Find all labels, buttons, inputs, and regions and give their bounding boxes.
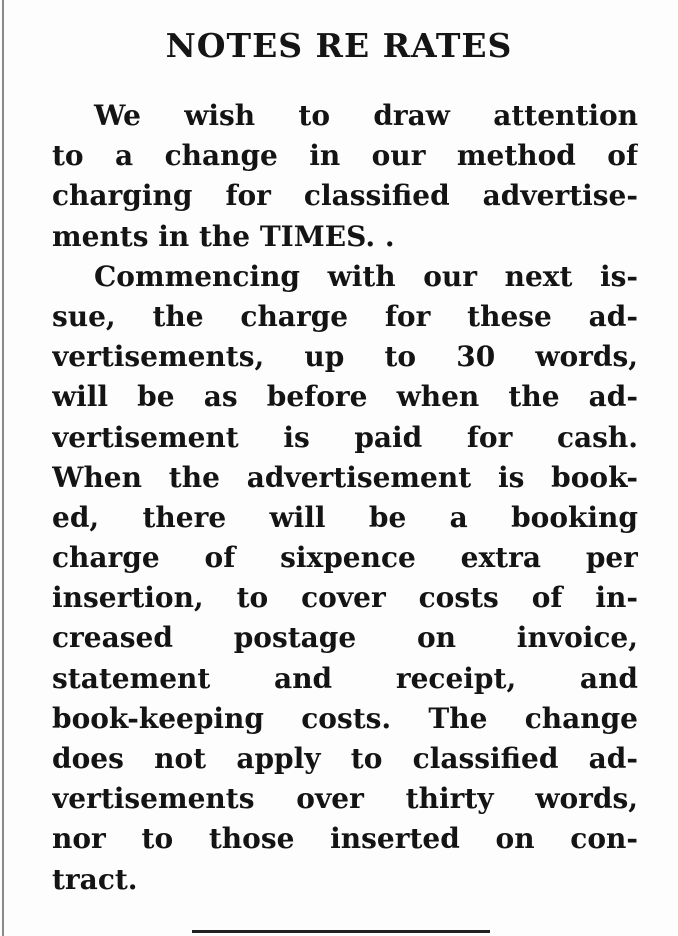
text-line: statement and receipt, and	[52, 661, 638, 695]
text-line: vertisement is paid for cash.	[52, 420, 638, 454]
text-line: charge of sixpence extra per	[52, 541, 638, 575]
text-line: does not apply to classified ad-	[52, 742, 638, 775]
text-line: book-keeping costs. The change	[52, 701, 638, 735]
text-line: When the advertisement is book-	[52, 460, 638, 494]
text-line: Commencing with our next is-	[94, 259, 638, 293]
headline: NOTES RE RATES	[165, 26, 513, 65]
text-line: vertisements over thirty words,	[52, 782, 638, 816]
text-line: ed, there will be a booking	[52, 500, 638, 534]
text-line: We wish to draw attention	[94, 99, 638, 132]
text-line: insertion, to cover costs of in-	[52, 581, 638, 615]
paragraph-1	[52, 96, 638, 257]
text-line: ments in the TIMES. .	[52, 219, 395, 253]
text-line: creased postage on invoice,	[52, 621, 638, 655]
end-rule-divider	[192, 930, 490, 933]
text-line: charging for classified advertise-	[52, 179, 638, 213]
text-line: sue, the charge for these ad-	[52, 299, 638, 333]
text-line: will be as before when the ad-	[52, 380, 638, 414]
text-line: to a change in our method of	[52, 139, 638, 173]
article-body	[52, 96, 638, 900]
column-border	[2, 0, 4, 936]
paragraph-2	[52, 257, 638, 900]
text-line: tract.	[52, 862, 138, 896]
text-line: vertisements, up to 30 words,	[52, 340, 638, 374]
text-line: nor to those inserted on con-	[52, 822, 638, 856]
